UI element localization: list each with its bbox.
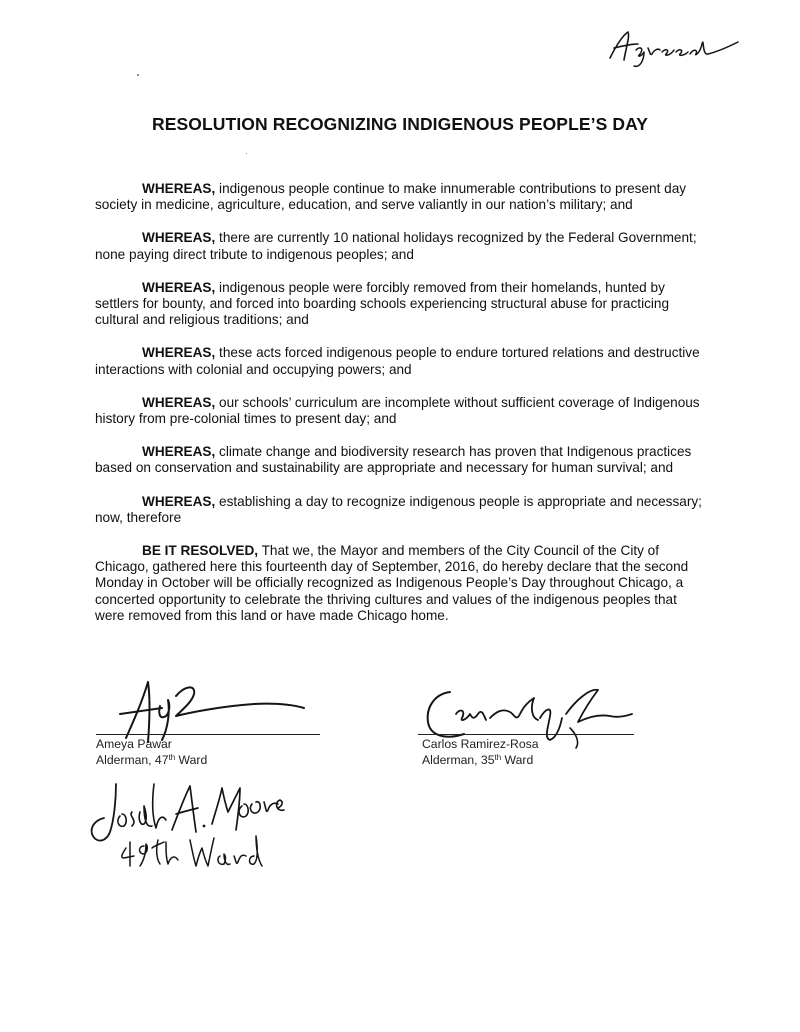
whereas-paragraph-4: WHEREAS, these acts forced indigenous people to endure tortured relations and destructive interactions with colonial and occupying powers; and xyxy=(95,345,700,377)
signatory-name-right: Carlos Ramirez-Rosa xyxy=(422,737,539,751)
whereas-paragraph-3: WHEREAS, indigenous people were forcibly removed from their homelands, hunted by settlers for bounty, and forced into boarding schools experiencing structural abuse for practicing cultural and religious traditions; and xyxy=(95,279,670,328)
resolved-paragraph: BE IT RESOLVED, That we, the Mayor and members of the City Council of the City of Chicago, gathered here this fourteenth day of September, 2016, do hereby declare that the second Monday in October will be officially recognized as Indigenous People’s Day throughout Chicago, a concerted opportunity to celebrate the thriving cultures and values of the indigenous peoples that were removed from this land or have made Chicago home. xyxy=(95,543,689,623)
handwritten-signature-josiah-moore xyxy=(86,776,296,872)
signatory-title-left: Alderman, 47th Ward xyxy=(96,753,208,767)
whereas-paragraph-6: WHEREAS, climate change and biodiversity research has proven that Indigenous practices based on conservation and sustainability are appropriate and necessary for human survival; and xyxy=(95,444,692,476)
signature-line-left xyxy=(96,734,320,735)
whereas-paragraph-7: WHEREAS, establishing a day to recognize indigenous people is appropriate and necessary; now, therefore xyxy=(95,493,702,525)
scan-speck xyxy=(246,153,247,154)
signature-line-right xyxy=(418,734,634,735)
whereas-paragraph-5: WHEREAS, our schools’ curriculum are incomplete without sufficient coverage of Indigenous history from pre-colonial times to present day; and xyxy=(95,394,700,427)
whereas-paragraph-1: WHEREAS, indigenous people continue to make innumerable contributions to present day society in medicine, agriculture, education, and serve valiantly in our nation’s military; and xyxy=(95,181,687,213)
resolution-title: RESOLUTION RECOGNIZING INDIGENOUS PEOPLE’S DAY xyxy=(152,114,648,134)
whereas-paragraph-2: WHEREAS, there are currently 10 national holidays recognized by the Federal Government; none paying direct tribute to indigenous peoples; and xyxy=(95,230,697,262)
scan-speck xyxy=(137,74,139,76)
signatory-name-left: Ameya Pawar xyxy=(96,737,172,751)
resolution-body xyxy=(95,181,707,641)
agreed-handwritten-annotation xyxy=(600,22,750,72)
signatory-title-right: Alderman, 35th Ward xyxy=(422,753,534,767)
